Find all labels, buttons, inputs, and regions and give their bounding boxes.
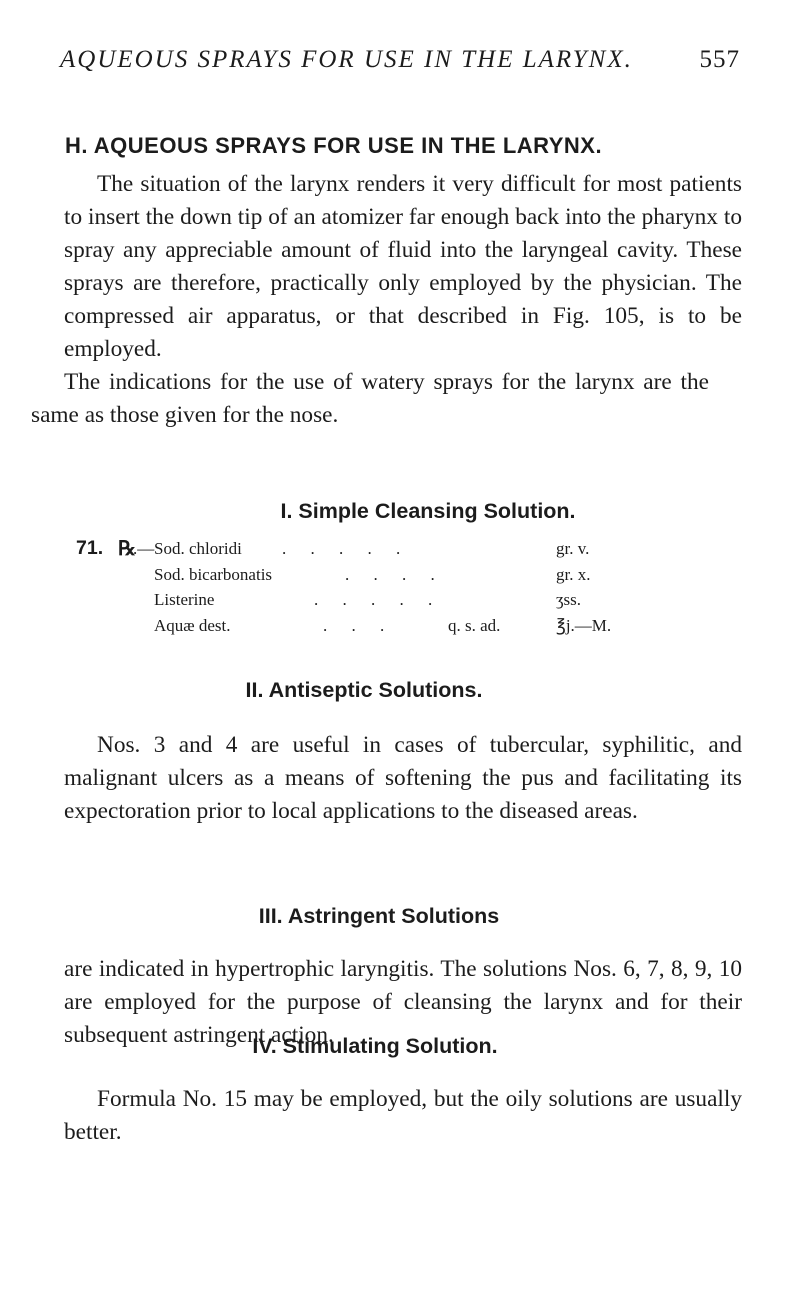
page-number: 557 — [699, 46, 740, 73]
heading-antiseptic: II. Antiseptic Solutions. — [245, 678, 483, 702]
astringent-paragraph: are indicated in hypertrophic laryngitis. The solutions Nos. 6, 7, 8, 9, 10 are employed for the purpose of cleansing the larynx and for their subsequent astringent action. — [64, 956, 742, 1048]
ingredient-row — [0, 616, 800, 642]
stimulating-paragraph: Formula No. 15 may be employed, but the oily solutions are usually better. — [64, 1086, 742, 1145]
formula-number: 71. — [76, 537, 104, 559]
recipe-dash: .— — [133, 539, 155, 558]
antiseptic-paragraph: Nos. 3 and 4 are useful in cases of tubercular, syphilitic, and malignant ulcers as a means of softening the pus and facilitating its expectoration prior to local applications to the diseased areas. — [64, 732, 742, 824]
ingredient-qs: q. s. ad. — [448, 616, 501, 635]
leader-dots: . . . . . — [314, 590, 443, 609]
intro-paragraph-2: The indications for the use of watery sprays for the larynx are the same as those given for the nose. — [31, 369, 709, 428]
heading-astringent: III. Astringent Solutions — [258, 904, 500, 928]
ingredient-name: Aquæ dest. — [154, 616, 231, 635]
ingredient-row — [0, 565, 800, 591]
ingredient-row — [0, 539, 800, 565]
ingredient-amount: ℥j.—M. — [556, 616, 612, 635]
section-heading: H. AQUEOUS SPRAYS FOR USE IN THE LARYNX. — [65, 133, 603, 158]
leader-dots: . . . . — [345, 565, 445, 584]
ingredient-amount: gr. v. — [556, 539, 590, 558]
heading-simple-cleansing: I. Simple Cleansing Solution. — [280, 499, 576, 523]
ingredient-row — [0, 590, 800, 616]
ingredient-name: Listerine — [154, 590, 215, 609]
leader-dots: . . . . . — [282, 539, 411, 558]
leader-dots: . . . — [323, 616, 395, 635]
ingredient-name: Sod. chloridi — [154, 539, 242, 558]
recipe-symbol: ℞ — [118, 538, 136, 560]
running-head-title: AQUEOUS SPRAYS FOR USE IN THE LARYNX. — [60, 46, 633, 73]
ingredient-name: Sod. bicarbonatis — [154, 565, 273, 584]
heading-stimulating: IV. Stimulating Solution. — [252, 1034, 498, 1058]
intro-paragraph-1: The situation of the larynx renders it very difficult for most patients to insert the down tip of an atomizer far enough back into the pharynx to spray any appreciable amount of fluid into the laryngeal cavity. These sprays are therefore, practically only employed by the physician. The compressed air apparatus, or that described in Fig. 105, is to be employed. — [64, 171, 742, 362]
ingredient-amount: gr. x. — [556, 565, 591, 584]
ingredient-amount: ʒss. — [556, 590, 582, 609]
